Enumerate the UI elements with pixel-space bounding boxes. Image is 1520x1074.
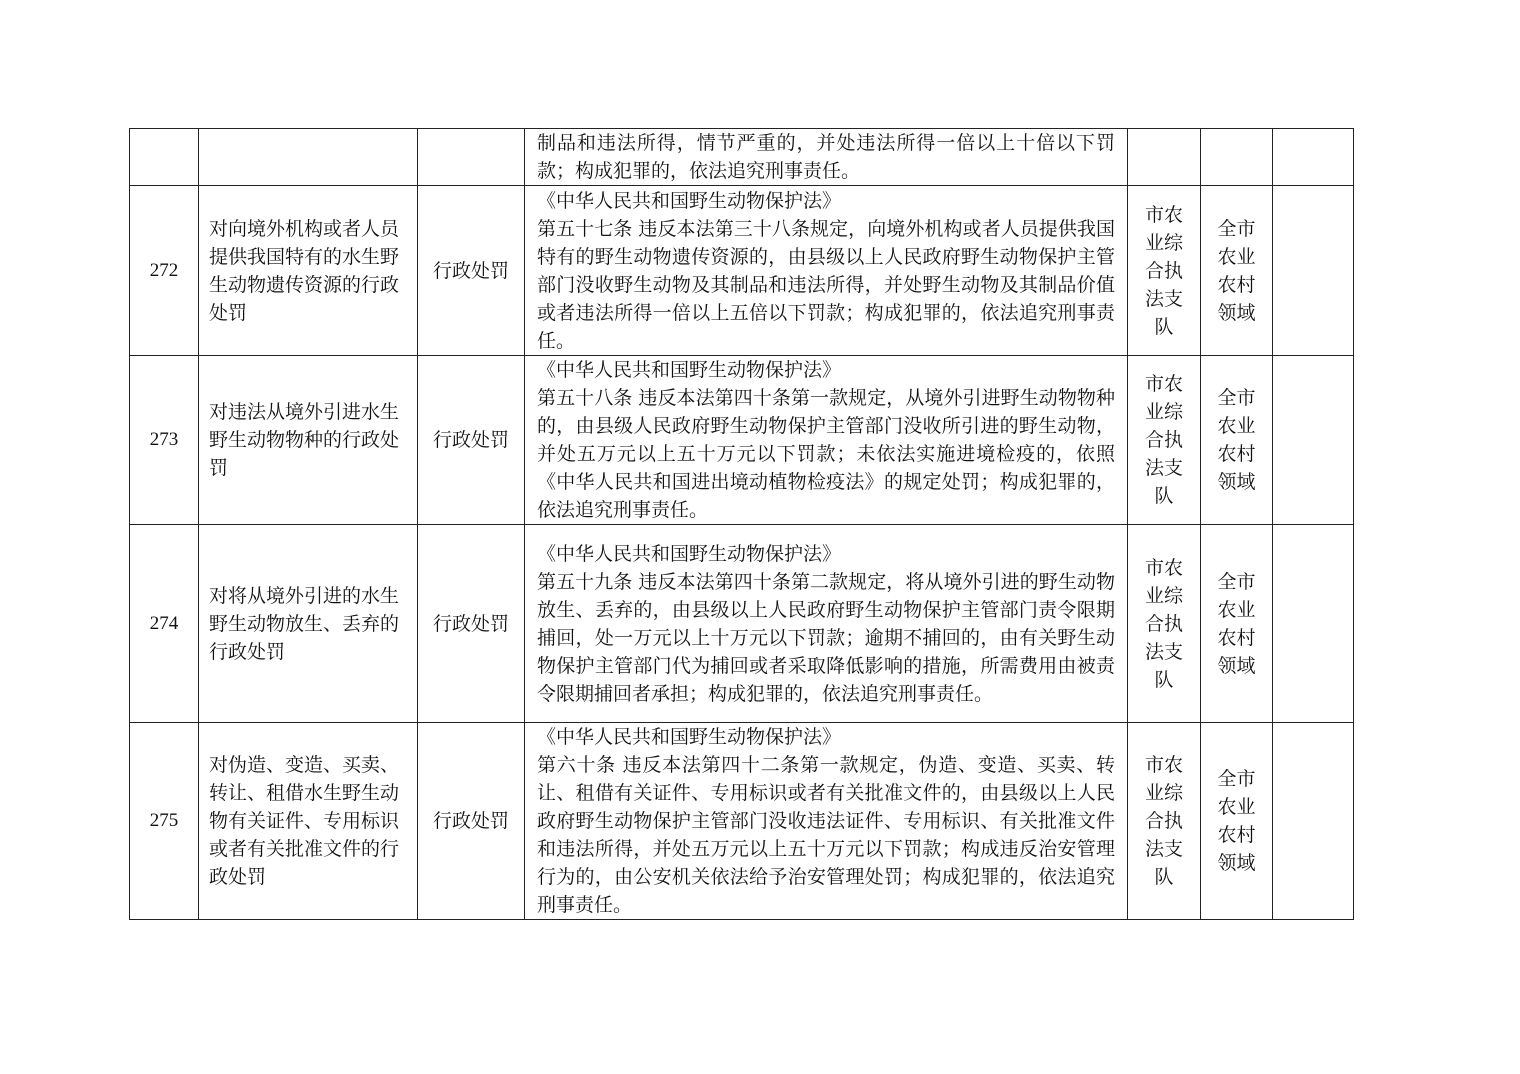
power-type: 行政处罚 [418, 525, 525, 723]
legal-basis [525, 186, 1128, 356]
row-number: 275 [130, 723, 199, 920]
responsible-dept: 市农业综合执法支队 [1128, 723, 1201, 920]
row-number: 273 [130, 356, 199, 525]
row-number: 274 [130, 525, 199, 723]
item-name [199, 129, 418, 186]
item-name: 对将从境外引进的水生野生动物放生、丢弃的行政处罚 [199, 525, 418, 723]
item-name: 对伪造、变造、买卖、转让、租借水生野生动物有关证件、专用标识或者有关批准文件的行政处罚 [199, 723, 418, 920]
scope: 全市农业农村领域 [1201, 525, 1273, 723]
note [1273, 129, 1354, 186]
power-type: 行政处罚 [418, 186, 525, 356]
basis-text: 第五十八条 违反本法第四十条第一款规定，从境外引进野生动物物种的，由县级人民政府野生动物保护主管部门没收所引进的野生动物，并处五万元以上五十万元以下罚款；未依法实施进境检疫的，依照《中华人民共和国进出境动植物检疫法》的规定处罚；构成犯罪的，依法追究刑事责任。 [537, 387, 1115, 521]
power-type: 行政处罚 [418, 723, 525, 920]
note [1273, 723, 1354, 920]
scope [1201, 129, 1273, 186]
law-title: 《中华人民共和国野生动物保护法》 [537, 359, 842, 381]
scope: 全市农业农村领域 [1201, 723, 1273, 920]
note [1273, 525, 1354, 723]
scope: 全市农业农村领域 [1201, 186, 1273, 356]
item-name: 对向境外机构或者人员提供我国特有的水生野生动物遗传资源的行政处罚 [199, 186, 418, 356]
law-title: 《中华人民共和国野生动物保护法》 [537, 726, 842, 748]
table-row [130, 723, 1354, 920]
basis-text: 第五十九条 违反本法第四十条第二款规定，将从境外引进的野生动物放生、丢弃的，由县级以上人民政府野生动物保护主管部门责令限期捕回，处一万元以上十万元以下罚款；逾期不捕回的，由有关野生动物保护主管部门代为捕回或者采取降低影响的措施，所需费用由被责令限期捕回者承担；构成犯罪的，依法追究刑事责任。 [537, 570, 1115, 705]
law-title: 《中华人民共和国野生动物保护法》 [537, 189, 842, 212]
penalty-table [129, 128, 1354, 920]
responsible-dept: 市农业综合执法支队 [1128, 186, 1201, 356]
legal-basis [525, 129, 1128, 186]
power-type [418, 129, 525, 186]
legal-basis [525, 525, 1128, 723]
legal-basis [525, 356, 1128, 525]
power-type: 行政处罚 [418, 356, 525, 525]
table-row [130, 356, 1354, 525]
item-name: 对违法从境外引进水生野生动物物种的行政处罚 [199, 356, 418, 525]
basis-text: 制品和违法所得，情节严重的，并处违法所得一倍以上十倍以下罚款；构成犯罪的，依法追究刑事责任。 [537, 132, 1115, 182]
row-number: 272 [130, 186, 199, 356]
table-row [130, 129, 1354, 186]
responsible-dept: 市农业综合执法支队 [1128, 356, 1201, 525]
note [1273, 356, 1354, 525]
note [1273, 186, 1354, 356]
responsible-dept [1128, 129, 1201, 186]
row-number [130, 129, 199, 186]
responsible-dept: 市农业综合执法支队 [1128, 525, 1201, 723]
legal-basis [525, 723, 1128, 920]
basis-text: 第五十七条 违反本法第三十八条规定，向境外机构或者人员提供我国特有的野生动物遗传资源的，由县级以上人民政府野生动物保护主管部门没收野生动物及其制品和违法所得，并处野生动物及其制品价值或者违法所得一倍以上五倍以下罚款；构成犯罪的，依法追究刑事责任。 [537, 217, 1115, 352]
law-title: 《中华人民共和国野生动物保护法》 [537, 542, 842, 565]
table-row [130, 186, 1354, 356]
scope: 全市农业农村领域 [1201, 356, 1273, 525]
table-row [130, 525, 1354, 723]
basis-text: 第六十条 违反本法第四十二条第一款规定，伪造、变造、买卖、转让、租借有关证件、专用标识或者有关批准文件的，由县级以上人民政府野生动物保护主管部门没收违法证件、专用标识、有关批准文件和违法所得，并处五万元以上五十万元以下罚款；构成违反治安管理行为的，由公安机关依法给予治安管理处罚；构成犯罪的，依法追究刑事责任。 [537, 754, 1115, 916]
